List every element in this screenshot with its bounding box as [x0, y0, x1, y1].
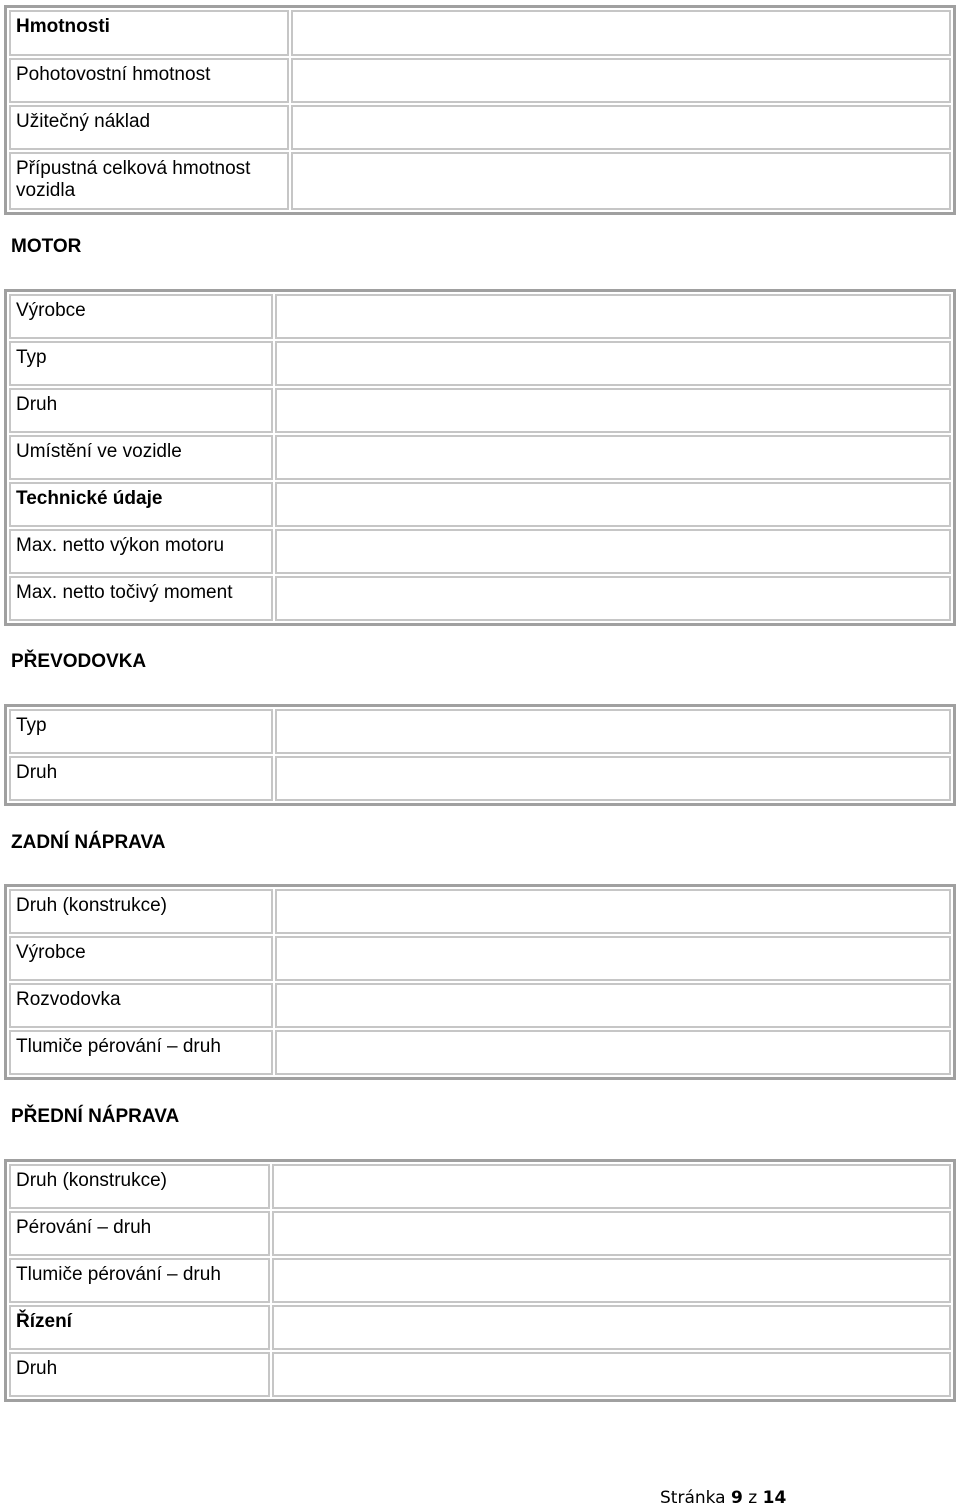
row-label: Rozvodovka [9, 983, 273, 1028]
table-row [9, 294, 951, 339]
page-separator: z [748, 1488, 758, 1508]
row-value-field[interactable] [275, 709, 951, 754]
row-label: Umístění ve vozidle [9, 435, 273, 480]
row-label: Řízení [9, 1305, 270, 1350]
table-row [9, 1211, 951, 1256]
table-row [9, 1352, 951, 1397]
row-label: Druh [9, 388, 273, 433]
section-title-prevodovka: PŘEVODOVKA [11, 651, 147, 672]
row-value-field[interactable] [275, 1030, 951, 1075]
page-total: 14 [762, 1488, 787, 1508]
row-value-field[interactable] [275, 756, 951, 801]
table-row [9, 576, 951, 621]
hmotnosti-table [4, 5, 956, 215]
row-label: Druh (konstrukce) [9, 1164, 270, 1209]
row-value-field[interactable] [291, 105, 951, 150]
page-number-footer [660, 1488, 786, 1508]
table-row [9, 10, 951, 56]
row-label: Druh (konstrukce) [9, 889, 273, 934]
page-label: Stránka [660, 1488, 726, 1508]
row-label: Technické údaje [9, 482, 273, 527]
table-row [9, 1030, 951, 1075]
table-row [9, 58, 951, 103]
page-current: 9 [731, 1488, 743, 1508]
motor-table [4, 289, 956, 626]
table-row [9, 1258, 951, 1303]
row-label: Pohotovostní hmotnost [9, 58, 289, 103]
row-label: Tlumiče pérování – druh [9, 1030, 273, 1075]
table-row [9, 1305, 951, 1350]
row-label: Tlumiče pérování – druh [9, 1258, 270, 1303]
row-value-field[interactable] [275, 529, 951, 574]
table-row [9, 709, 951, 754]
row-label: Pérování – druh [9, 1211, 270, 1256]
row-value-field[interactable] [291, 152, 951, 210]
table-row [9, 152, 951, 210]
row-value-field[interactable] [275, 482, 951, 527]
row-value-field[interactable] [275, 435, 951, 480]
row-value-field[interactable] [275, 983, 951, 1028]
row-label: Druh [9, 1352, 270, 1397]
table-row [9, 529, 951, 574]
table-row [9, 1164, 951, 1209]
hmotnosti-title: Hmotnosti [9, 10, 289, 56]
row-value-field[interactable] [275, 341, 951, 386]
row-label: Užitečný náklad [9, 105, 289, 150]
row-value-field[interactable] [272, 1352, 951, 1397]
table-row [9, 435, 951, 480]
table-row [9, 388, 951, 433]
row-value-field[interactable] [275, 936, 951, 981]
table-row [9, 983, 951, 1028]
row-value-field[interactable] [272, 1305, 951, 1350]
section-title-zadni-naprava: ZADNÍ NÁPRAVA [11, 832, 166, 853]
hmotnosti-title-value[interactable] [291, 10, 951, 56]
row-value-field[interactable] [272, 1258, 951, 1303]
row-value-field[interactable] [272, 1164, 951, 1209]
section-title-predni-naprava: PŘEDNÍ NÁPRAVA [11, 1106, 180, 1127]
predni-naprava-table [4, 1159, 956, 1402]
table-row [9, 341, 951, 386]
row-label: Přípustná celková hmotnost vozidla [9, 152, 289, 210]
row-value-field[interactable] [275, 576, 951, 621]
row-value-field[interactable] [272, 1211, 951, 1256]
row-value-field[interactable] [291, 58, 951, 103]
row-label: Výrobce [9, 936, 273, 981]
row-label: Max. netto točivý moment [9, 576, 273, 621]
table-row [9, 889, 951, 934]
table-row [9, 482, 951, 527]
zadni-naprava-table [4, 884, 956, 1080]
prevodovka-table [4, 704, 956, 806]
table-row [9, 105, 951, 150]
row-label: Typ [9, 709, 273, 754]
table-row [9, 756, 951, 801]
row-label: Max. netto výkon motoru [9, 529, 273, 574]
table-row [9, 936, 951, 981]
row-value-field[interactable] [275, 388, 951, 433]
section-title-motor: MOTOR [11, 236, 82, 257]
row-label: Druh [9, 756, 273, 801]
row-label: Výrobce [9, 294, 273, 339]
row-value-field[interactable] [275, 294, 951, 339]
row-label: Typ [9, 341, 273, 386]
row-value-field[interactable] [275, 889, 951, 934]
